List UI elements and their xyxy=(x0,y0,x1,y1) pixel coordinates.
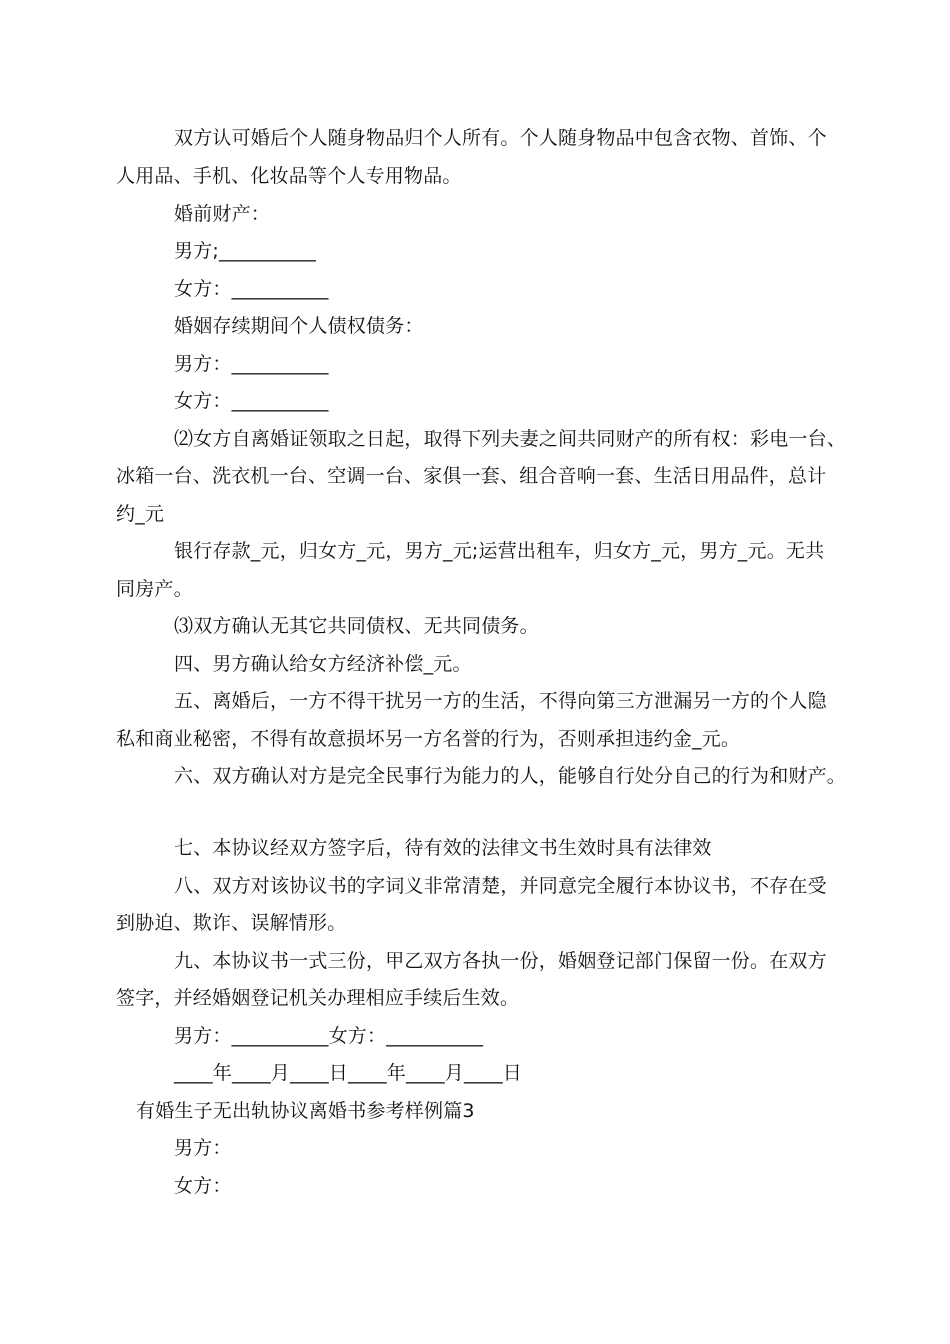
article-5-line-2: 私和商业秘密，不得有故意损坏另一方名誉的行为，否则承担违约金_元。 xyxy=(116,728,741,750)
clause-3: ⑶双方确认无其它共同债权、无共同债务。 xyxy=(174,615,539,637)
heading-premarital-property: 婚前财产： xyxy=(174,203,271,225)
clause-2-line-2: 冰箱一台、洗衣机一台、空调一台、家俱一套、组合音响一套、生活日用品件，总计 xyxy=(116,465,827,487)
article-5-line-1: 五、离婚后，一方不得干扰另一方的生活，不得向第三方泄漏另一方的个人隐 xyxy=(174,690,827,712)
date-line: ____年____月____日____年____月____日 xyxy=(174,1062,523,1084)
article-7: 七、本协议经双方签字后，待有效的法律文书生效时具有法律效 xyxy=(174,837,712,859)
paragraph-personal-items-cont: 人用品、手机、化妆品等个人专用物品。 xyxy=(116,165,462,187)
paragraph-personal-items: 双方认可婚后个人随身物品归个人所有。个人随身物品中包含衣物、首饰、个 xyxy=(174,127,827,149)
clause-2-line-3: 约_元 xyxy=(116,503,165,525)
article-8-line-1: 八、双方对该协议书的字词义非常清楚，并同意完全履行本协议书，不存在受 xyxy=(174,875,827,897)
bank-deposit-line-2: 同房产。 xyxy=(116,578,193,600)
section-title-example-3: 有婚生子无出轨协议离婚书参考样例篇3 xyxy=(136,1100,475,1122)
clause-2-line-1: ⑵女方自离婚证领取之日起，取得下列夫妻之间共同财产的所有权：彩电一台、 xyxy=(174,428,847,450)
heading-debts: 婚姻存续期间个人债权债务： xyxy=(174,315,424,337)
field-female-premarital: 女方：__________ xyxy=(174,278,329,300)
bank-deposit-line-1: 银行存款_元，归女方_元，男方_元;运营出租车，归女方_元，男方_元。无共 xyxy=(174,540,825,562)
field-female: 女方： xyxy=(174,1175,232,1197)
article-9-line-1: 九、本协议书一式三份，甲乙双方各执一份，婚姻登记部门保留一份。在双方 xyxy=(174,950,827,972)
article-9-line-2: 签字，并经婚姻登记机关办理相应手续后生效。 xyxy=(116,987,520,1009)
article-4: 四、男方确认给女方经济补偿_元。 xyxy=(174,653,472,675)
article-6: 六、双方确认对方是完全民事行为能力的人，能够自行处分自己的行为和财产。 xyxy=(174,765,847,787)
field-male-debts: 男方：__________ xyxy=(174,353,329,375)
field-female-debts: 女方：__________ xyxy=(174,390,329,412)
article-8-line-2: 到胁迫、欺诈、误解情形。 xyxy=(116,912,347,934)
signature-line: 男方：__________女方：__________ xyxy=(174,1025,484,1047)
field-male-premarital: 男方;__________ xyxy=(174,240,317,262)
field-male: 男方： xyxy=(174,1137,232,1159)
